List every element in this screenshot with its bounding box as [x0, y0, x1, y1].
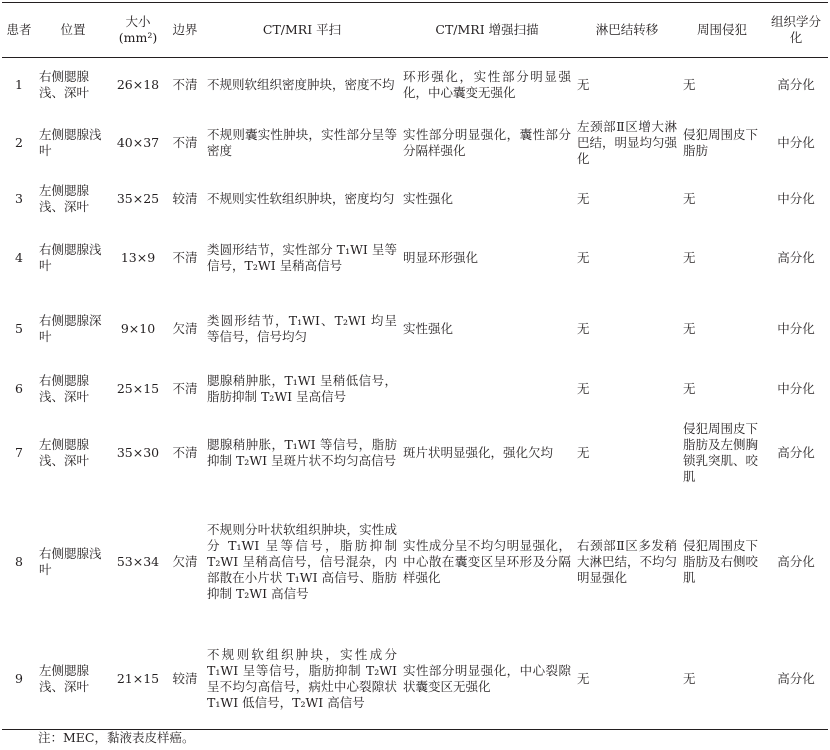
invasion-cell: 无: [683, 76, 696, 92]
plain-scan-cell: 类圆形结节，T₁WI、T₂WI 均呈等信号，信号均匀: [207, 312, 397, 344]
header-location: 位置: [36, 3, 110, 58]
patient-cell: 7: [15, 444, 23, 460]
invasion-cell: 无: [683, 190, 696, 206]
lymph-node-cell: 无: [577, 190, 590, 206]
plain-scan-cell: 腮腺稍肿胀，T₁WI 呈稍低信号，脂肪抑制 T₂WI 呈高信号: [207, 372, 397, 404]
histology-cell: 高分化: [777, 76, 815, 92]
enhanced-scan-cell: 实性成分呈不均匀明显强化，中心散在囊变区呈环形及分隔样强化: [403, 537, 571, 585]
patient-cell: 2: [15, 134, 23, 150]
header-histology: 组织学分化: [764, 3, 828, 58]
footnote: 注：MEC，黏液表皮样癌。: [38, 730, 195, 745]
enhanced-scan-cell: 实性强化: [403, 320, 454, 336]
margin-cell: 不清: [172, 76, 198, 92]
margin-cell: 不清: [172, 134, 198, 150]
table-row: [2, 58, 828, 112]
location-cell: 左侧腮腺浅、深叶: [39, 182, 90, 214]
header-size-label: 大小: [125, 14, 151, 29]
header-lymph-node: 淋巴结转移: [574, 3, 680, 58]
lymph-node-cell: 无: [574, 630, 680, 730]
table-row: [2, 412, 828, 494]
size-cell: 53×34: [116, 553, 160, 569]
size-cell: 40×37: [116, 134, 160, 150]
header-ct-mri-plain: CT/MRI 平扫: [204, 3, 400, 58]
margin-cell: 不清: [172, 249, 198, 265]
header-size: [110, 3, 166, 58]
header-size-unit: (mm²): [118, 30, 158, 45]
plain-scan-cell: 不规则囊实性肿块，实性部分呈等密度: [207, 126, 397, 158]
location-cell: 左侧腮腺浅、深叶: [36, 630, 110, 730]
patient-cell: 9: [2, 630, 36, 730]
plain-scan-cell: 腮腺稍肿胀，T₁WI 等信号，脂肪抑制 T₂WI 呈斑片状不均匀高信号: [207, 436, 397, 468]
header-patient: 患者: [2, 3, 36, 58]
histology-cell: 高分化: [777, 249, 815, 265]
size-cell: 35×30: [116, 444, 160, 460]
invasion-cell: 侵犯周围皮下脂肪: [683, 126, 759, 158]
plain-scan-cell: 类圆形结节，实性部分 T₁WI 呈等信号，T₂WI 呈稍高信号: [207, 241, 397, 273]
margin-cell: 不清: [172, 444, 198, 460]
margin-cell: 较清: [166, 630, 204, 730]
histology-cell: 高分化: [777, 553, 815, 569]
header-invasion: 周围侵犯: [680, 3, 764, 58]
enhanced-scan-cell: [400, 366, 574, 412]
plain-scan-cell: 不规则软组织肿块，实性成分 T₁WI 呈等信号，脂肪抑制 T₂WI 呈不均匀高信号，病灶中心裂隙状 T₁WI 低信号，T₂WI 高信号: [204, 630, 400, 730]
location-cell: 右侧腮腺深叶: [39, 312, 102, 344]
histology-cell: 高分化: [764, 630, 828, 730]
histology-cell: 中分化: [777, 190, 815, 206]
histology-cell: 中分化: [777, 380, 815, 396]
header-row: [2, 3, 828, 58]
invasion-cell: 无: [683, 320, 696, 336]
location-cell: 左侧腮腺浅叶: [39, 126, 102, 158]
enhanced-scan-cell: 实性强化: [403, 190, 454, 206]
lymph-node-cell: 无: [577, 76, 590, 92]
clinical-findings-table: [2, 2, 828, 730]
location-cell: 右侧腮腺浅、深叶: [39, 68, 90, 100]
plain-scan-cell: 不规则软组织密度肿块，密度不均: [207, 76, 395, 92]
header-ct-mri-enhanced: CT/MRI 增强扫描: [400, 3, 574, 58]
size-cell: 26×18: [116, 76, 160, 92]
lymph-node-cell: 左颈部Ⅱ区增大淋巴结，明显均匀强化: [577, 118, 678, 166]
margin-cell: 较清: [172, 190, 198, 206]
histology-cell: 高分化: [777, 444, 815, 460]
patient-cell: 4: [15, 249, 23, 265]
margin-cell: 欠清: [172, 320, 198, 336]
enhanced-scan-cell: 环形强化，实性部分明显强化，中心囊变无强化: [403, 68, 571, 100]
invasion-cell: 无: [683, 249, 696, 265]
enhanced-scan-cell: 实性部分明显强化，囊性部分分隔样强化: [403, 126, 571, 158]
invasion-cell: 侵犯周围皮下脂肪及左侧胸锁乳突肌、咬肌: [683, 420, 759, 484]
enhanced-scan-cell: 明显环形强化: [403, 249, 479, 265]
plain-scan-cell: 不规则分叶状软组织肿块，实性成分 T₁WI 呈等信号，脂肪抑制 T₂WI 呈稍高信号，信号混杂，内部散在小片状 T₁WI 高信号、脂肪抑制 T₂WI 高信号: [207, 521, 397, 601]
lymph-node-cell: 无: [577, 380, 590, 396]
histology-cell: 中分化: [777, 134, 815, 150]
table-row: [2, 292, 828, 366]
table-row: [2, 494, 828, 630]
invasion-cell: 无: [683, 380, 696, 396]
lymph-node-cell: 无: [577, 320, 590, 336]
location-cell: 右侧腮腺浅叶: [39, 241, 102, 273]
table-row: [2, 174, 828, 224]
size-cell: 21×15: [110, 630, 166, 730]
size-cell: 35×25: [116, 190, 160, 206]
location-cell: 左侧腮腺浅、深叶: [39, 436, 90, 468]
margin-cell: 欠清: [172, 553, 198, 569]
patient-cell: 3: [15, 190, 23, 206]
header-margin: 边界: [166, 3, 204, 58]
plain-scan-cell: 不规则实性软组织肿块，密度均匀: [207, 190, 395, 206]
table-row: [2, 112, 828, 174]
patient-cell: 5: [15, 320, 23, 336]
table-row: [2, 366, 828, 412]
lymph-node-cell: 无: [577, 444, 590, 460]
patient-cell: 6: [15, 380, 23, 396]
size-cell: 9×10: [120, 320, 156, 336]
patient-cell: 8: [15, 553, 23, 569]
enhanced-scan-cell: 斑片状明显强化，强化欠均: [403, 444, 554, 460]
table-row: [2, 630, 828, 730]
location-cell: 右侧腮腺浅、深叶: [39, 372, 90, 404]
invasion-cell: 侵犯周围皮下脂肪及右侧咬肌: [683, 537, 759, 585]
histology-cell: 中分化: [777, 320, 815, 336]
patient-cell: 1: [15, 76, 23, 92]
enhanced-scan-cell: 实性部分明显强化，中心裂隙状囊变区无强化: [400, 630, 574, 730]
invasion-cell: 无: [680, 630, 764, 730]
size-cell: 25×15: [116, 380, 160, 396]
table-body: [2, 58, 828, 730]
location-cell: 右侧腮腺浅叶: [39, 545, 102, 577]
lymph-node-cell: 右颈部Ⅱ区多发稍大淋巴结，不均匀明显强化: [577, 537, 678, 585]
size-cell: 13×9: [120, 249, 156, 265]
lymph-node-cell: 无: [577, 249, 590, 265]
margin-cell: 不清: [172, 380, 198, 396]
table-row: [2, 224, 828, 292]
